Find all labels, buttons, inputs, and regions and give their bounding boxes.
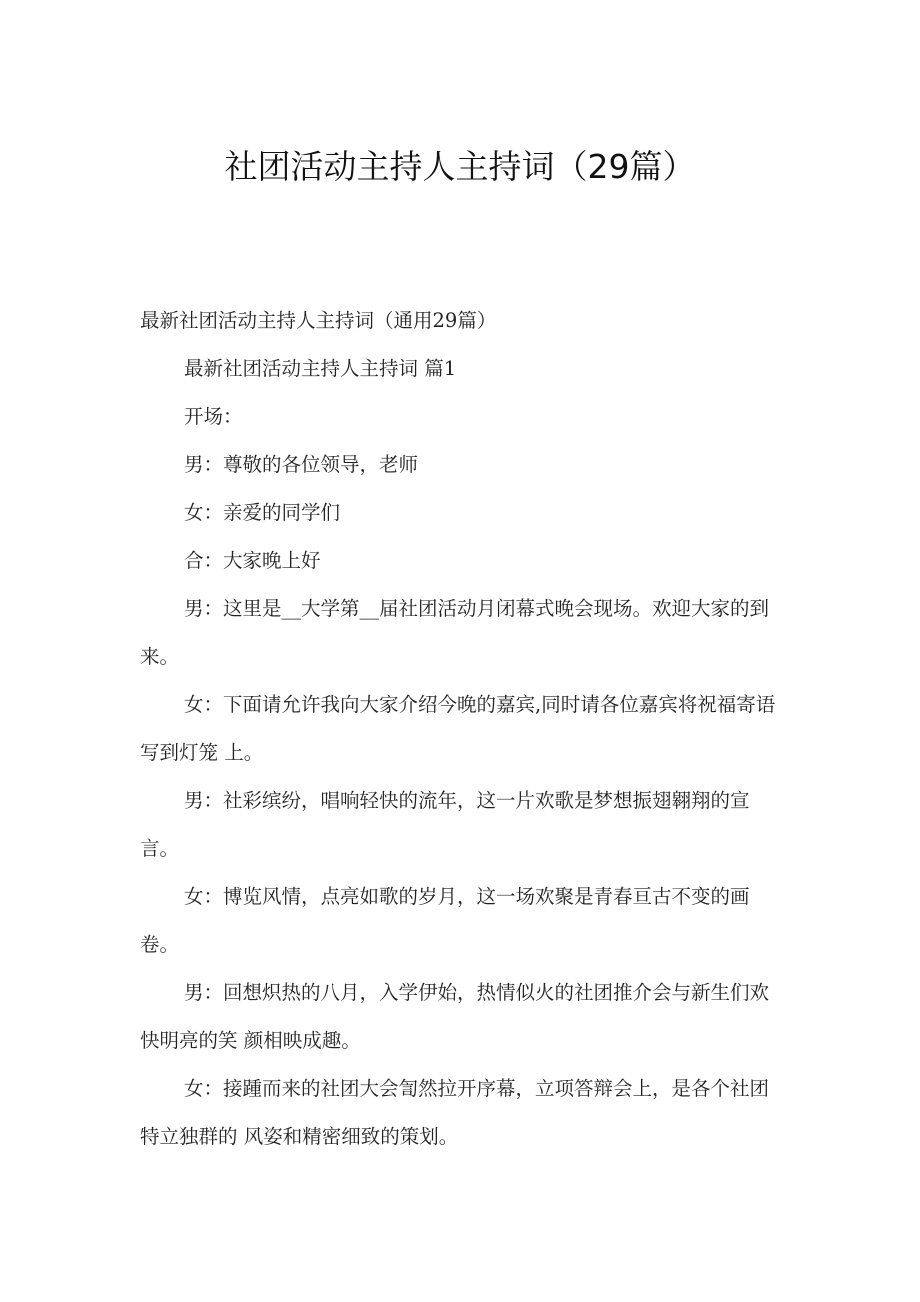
document-body (140, 297, 780, 1161)
document-title: 社团活动主持人主持词（29篇） (224, 147, 696, 186)
document-subtitle: 最新社团活动主持人主持词（通用29篇） (140, 309, 497, 332)
paragraph: 女：下面请允许我向大家介绍今晚的嘉宾,同时请各位嘉宾将祝福寄语写到灯笼 上。 (140, 693, 776, 764)
paragraph: 合：大家晚上好 (184, 549, 321, 572)
paragraph: 开场： (184, 405, 243, 428)
paragraph: 男：回想炽热的八月，入学伊始，热情似火的社团推介会与新生们欢快明亮的笑 颜相映成趣。 (140, 981, 770, 1052)
paragraph: 男：社彩缤纷，唱响轻快的流年，这一片欢歌是梦想振翅翱翔的宣言。 (140, 789, 750, 860)
paragraph: 女：接踵而来的社团大会訇然拉开序幕，立项答辩会上，是各个社团特立独群的 风姿和精密细致的策划。 (140, 1077, 770, 1148)
section-heading: 最新社团活动主持人主持词 篇1 (184, 357, 457, 380)
paragraph: 女：博览风情，点亮如歌的岁月，这一场欢聚是青春亘古不变的画卷。 (140, 885, 750, 956)
paragraph: 男：这里是__大学第__届社团活动月闭幕式晚会现场。欢迎大家的到来。 (140, 597, 770, 668)
paragraph: 女：亲爱的同学们 (184, 501, 341, 524)
paragraph: 男：尊敬的各位领导，老师 (184, 453, 419, 476)
